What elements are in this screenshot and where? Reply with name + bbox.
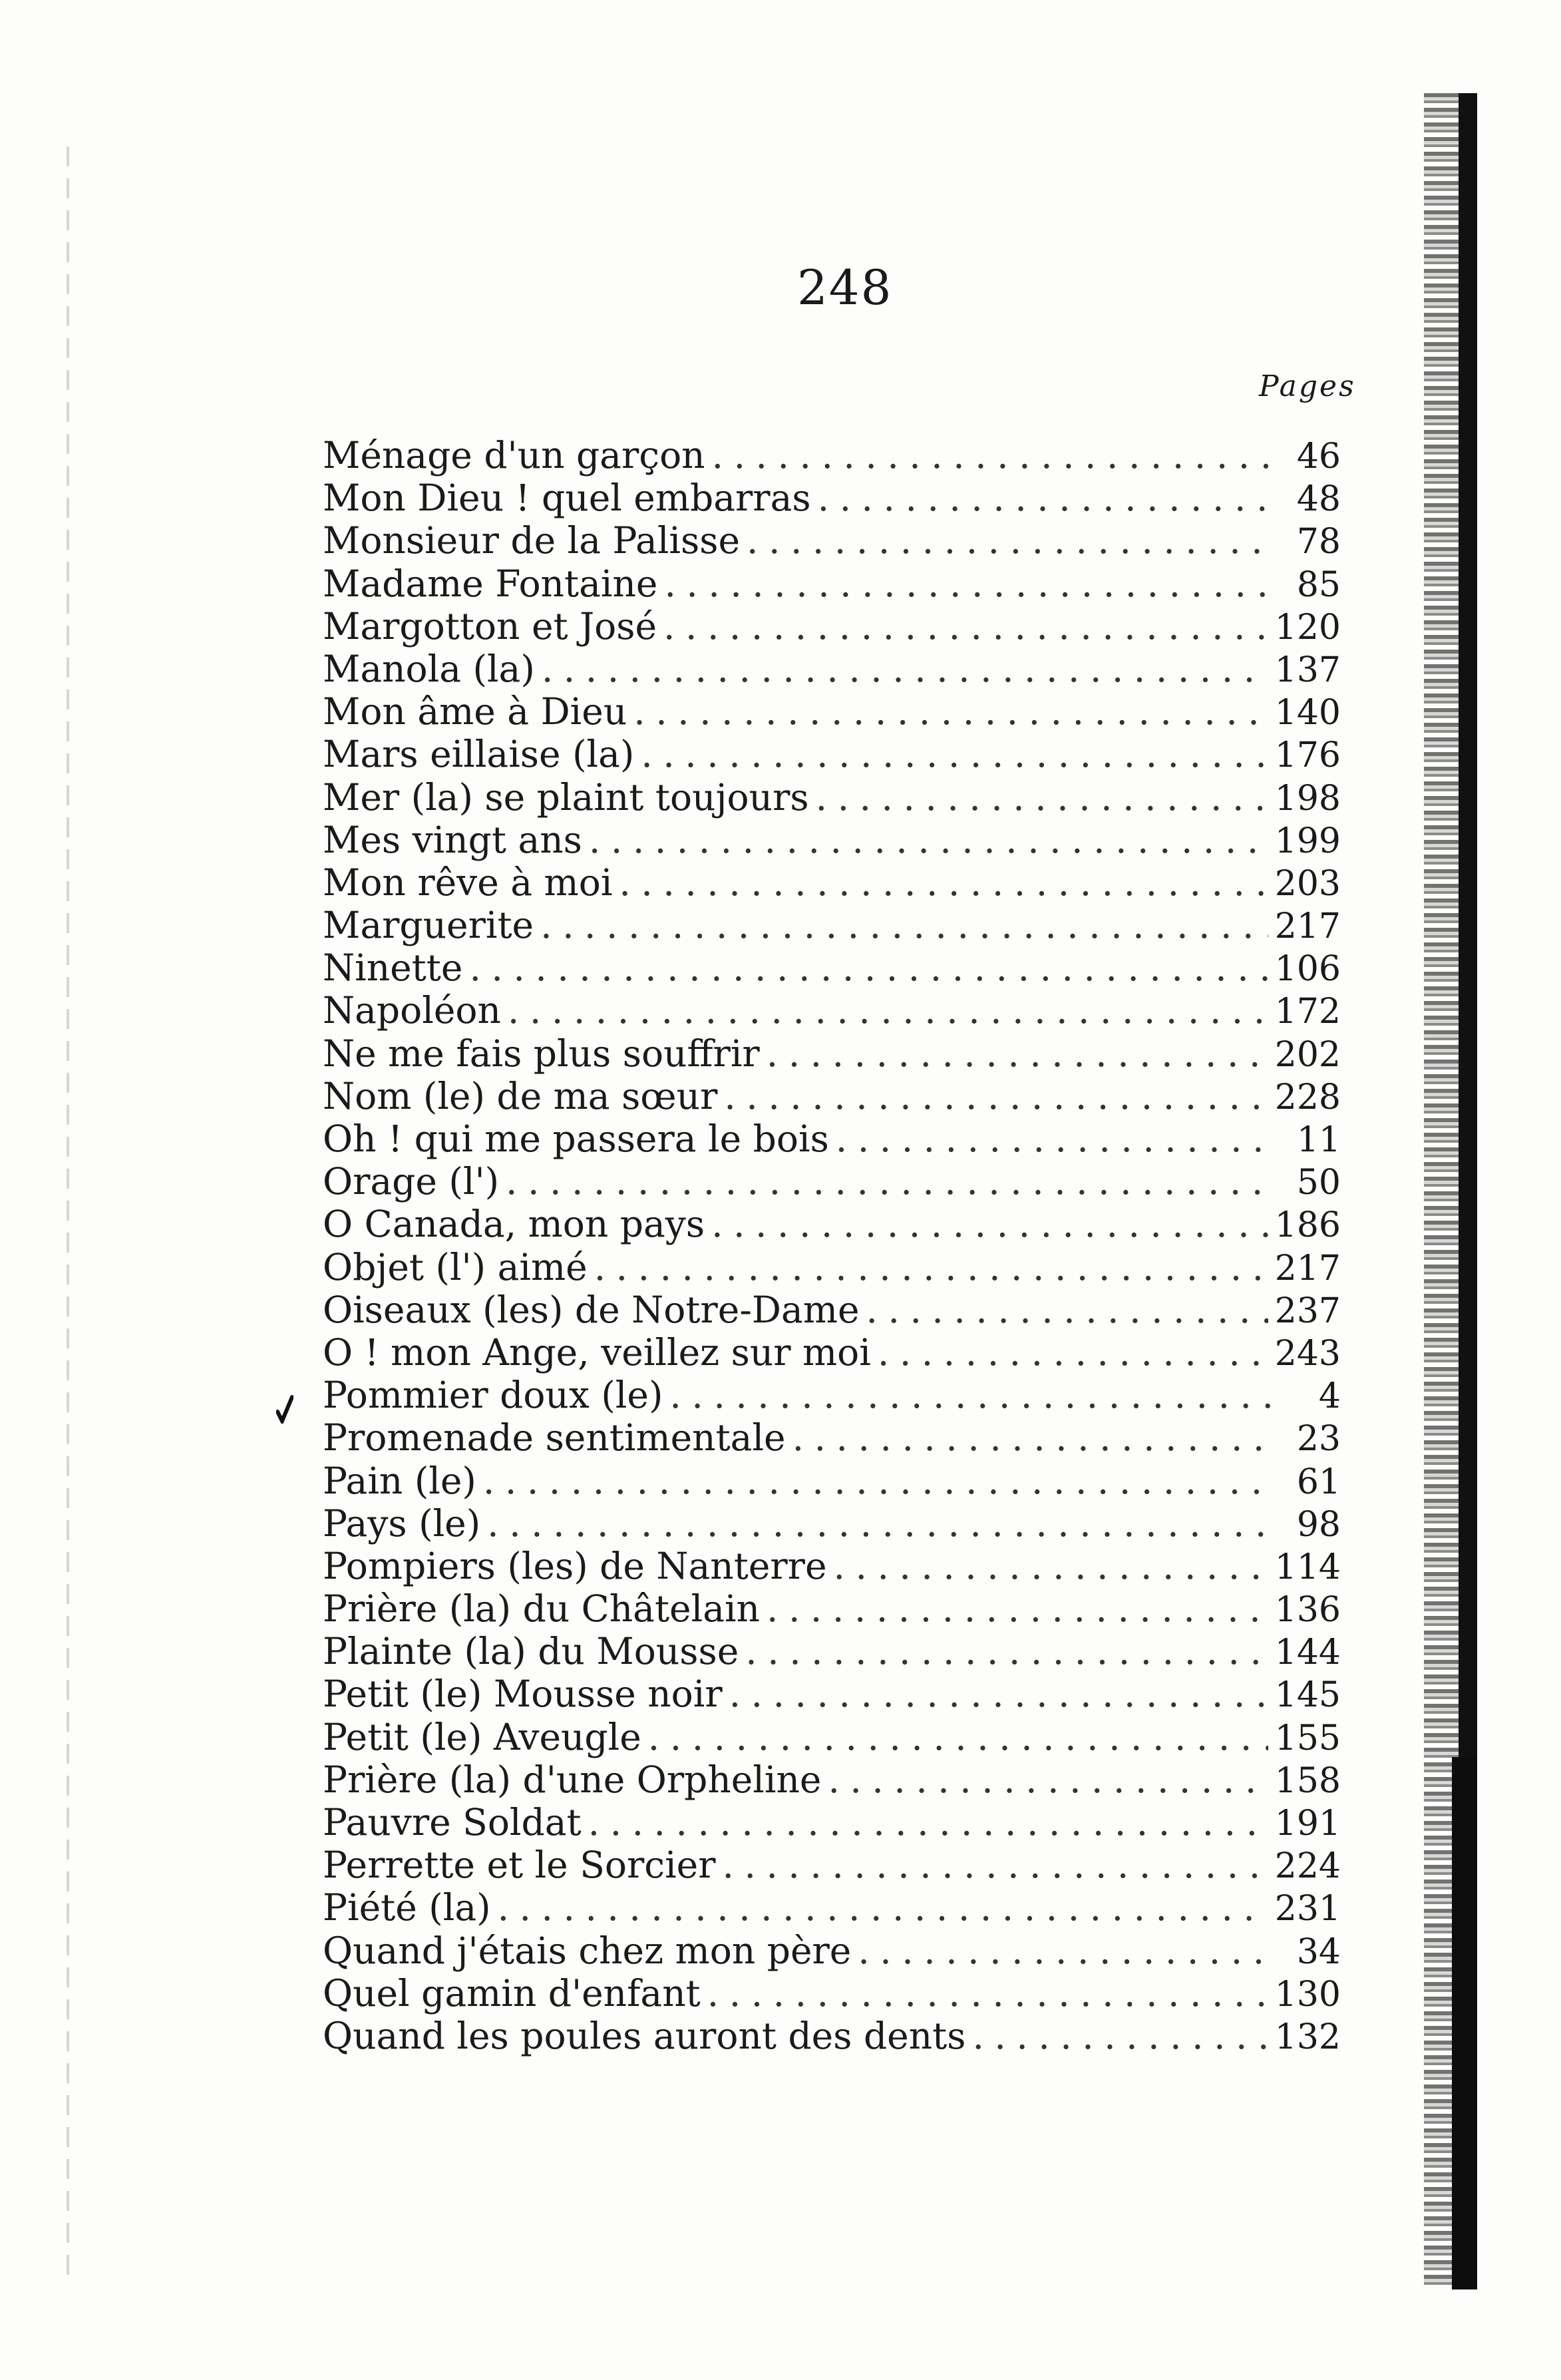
toc-entry — [323, 1886, 1341, 1929]
toc-entry — [323, 946, 1341, 989]
toc-entry-title: Margotton et José — [323, 604, 657, 648]
toc-entry — [323, 1160, 1341, 1203]
toc-entry-page: 132 — [1274, 2017, 1341, 2057]
dot-leader — [818, 477, 1274, 519]
dot-leader — [469, 946, 1268, 989]
dot-leader — [723, 1844, 1268, 1886]
toc-entry — [323, 1117, 1341, 1160]
toc-entry-title: Pain (le) — [323, 1459, 476, 1502]
toc-entry-title: Mes vingt ans — [323, 818, 582, 861]
toc-entry — [323, 1502, 1341, 1545]
toc-entry-page: 217 — [1274, 1248, 1341, 1289]
dot-leader — [767, 1032, 1268, 1075]
dot-leader — [711, 1203, 1268, 1245]
toc-entry-title: Petit (le) Aveugle — [323, 1715, 641, 1758]
toc-entry-title: Ne me fais plus souffrir — [323, 1032, 760, 1075]
toc-entry — [323, 605, 1341, 648]
dot-leader — [878, 1331, 1268, 1374]
toc-entry-title: Quand j'étais chez mon père — [323, 1929, 852, 1972]
toc-entry-page: 106 — [1274, 949, 1341, 990]
dot-leader — [712, 434, 1274, 477]
toc-entry — [323, 1630, 1341, 1673]
toc-entry — [323, 776, 1341, 819]
toc-entry-page: 158 — [1274, 1760, 1341, 1801]
toc-entry-page: 176 — [1274, 735, 1341, 776]
toc-entry-page: 144 — [1274, 1633, 1341, 1673]
toc-entry — [323, 648, 1341, 690]
toc-entry-title: Mon âme à Dieu — [323, 690, 627, 733]
toc-entry-page: 191 — [1274, 1804, 1341, 1844]
toc-entry-title: Objet (l') aimé — [323, 1245, 588, 1289]
toc-entry-page: 34 — [1296, 1931, 1341, 1972]
toc-entry-page: 228 — [1274, 1077, 1341, 1117]
scan-margin-noise — [67, 146, 69, 2276]
toc-entry-page: 4 — [1318, 1376, 1341, 1417]
toc-entry-page: 203 — [1274, 863, 1341, 904]
dot-leader — [707, 1972, 1268, 2015]
toc-entry-title: Oiseaux (les) de Notre-Dame — [323, 1288, 860, 1331]
toc-entry-page: 198 — [1274, 778, 1341, 819]
toc-entry — [323, 1844, 1341, 1886]
dot-leader — [972, 2015, 1268, 2057]
dot-leader — [816, 776, 1268, 819]
toc-entry — [323, 1673, 1341, 1715]
dot-leader — [594, 1246, 1268, 1289]
dot-leader — [834, 1545, 1268, 1587]
dot-leader — [542, 648, 1268, 690]
toc-entry-title: Piété (la) — [323, 1886, 491, 1929]
dot-leader — [724, 1075, 1268, 1117]
toc-entry-page: 186 — [1274, 1205, 1341, 1246]
toc-entry-title: Ninette — [323, 946, 463, 990]
toc-entry-title: Mars eillaise (la) — [323, 733, 635, 776]
toc-entry-title: Prière (la) d'une Orpheline — [323, 1758, 822, 1801]
toc-entry-page: 137 — [1274, 650, 1341, 690]
dot-leader — [506, 1160, 1274, 1203]
toc-entry — [323, 1075, 1341, 1117]
toc-entry-page: 61 — [1296, 1462, 1341, 1502]
dot-leader — [858, 1929, 1274, 1972]
dot-leader — [487, 1502, 1274, 1545]
dot-leader — [836, 1117, 1274, 1160]
toc-entry — [323, 1331, 1341, 1374]
toc-entry-title: Ménage d'un garçon — [323, 434, 705, 477]
toc-entry — [323, 1246, 1341, 1289]
toc-entry-page: 114 — [1274, 1547, 1341, 1587]
page-number: 248 — [797, 260, 893, 315]
toc-entry-title: Mer (la) se plaint toujours — [323, 775, 809, 819]
toc-entry-page: 145 — [1274, 1675, 1341, 1716]
toc-entry-title: Plainte (la) du Mousse — [323, 1630, 739, 1673]
table-of-contents — [323, 434, 1341, 2057]
toc-entry-title: Prière (la) du Châtelain — [323, 1587, 760, 1631]
toc-entry-page: 136 — [1274, 1590, 1341, 1631]
toc-entry — [323, 1587, 1341, 1630]
dot-leader — [498, 1886, 1268, 1929]
check-mark-icon — [276, 1394, 293, 1424]
toc-entry-title: Manola (la) — [323, 647, 535, 690]
toc-entry — [323, 819, 1341, 861]
toc-entry-title: Madame Fontaine — [323, 562, 658, 605]
dot-leader — [792, 1416, 1274, 1459]
toc-entry-title: Quel gamin d'enfant — [323, 1971, 701, 2015]
toc-entry-title: Perrette et le Sorcier — [323, 1844, 716, 1887]
toc-entry — [323, 989, 1341, 1032]
toc-entry-page: 98 — [1296, 1504, 1341, 1545]
toc-entry — [323, 1032, 1341, 1075]
toc-entry-page: 172 — [1274, 992, 1341, 1032]
toc-entry-page: 11 — [1296, 1120, 1341, 1160]
toc-entry — [323, 1716, 1341, 1758]
toc-entry-page: 46 — [1296, 437, 1341, 477]
dot-leader — [648, 1716, 1268, 1758]
dot-leader — [588, 1801, 1268, 1844]
toc-entry — [323, 1203, 1341, 1245]
toc-entry — [323, 477, 1341, 519]
toc-entry-title: Pompiers (les) de Nanterre — [323, 1544, 827, 1587]
toc-entry-page: 231 — [1274, 1889, 1341, 1929]
dot-leader — [664, 562, 1274, 605]
toc-entry — [323, 1416, 1341, 1459]
toc-entry-page: 155 — [1274, 1718, 1341, 1758]
toc-entry-page: 243 — [1274, 1333, 1341, 1374]
toc-entry — [323, 1929, 1341, 1972]
dot-leader — [828, 1758, 1268, 1801]
dot-leader — [747, 519, 1274, 562]
toc-entry — [323, 904, 1341, 946]
dot-leader — [767, 1587, 1268, 1630]
dot-leader — [641, 733, 1268, 775]
toc-entry — [323, 1972, 1341, 2015]
toc-entry-title: O Canada, mon pays — [323, 1203, 705, 1246]
toc-entry-page: 224 — [1274, 1846, 1341, 1887]
dot-leader — [866, 1289, 1268, 1331]
toc-entry — [323, 434, 1341, 477]
dot-leader — [483, 1460, 1274, 1502]
dot-leader — [663, 605, 1268, 648]
dot-leader — [508, 989, 1268, 1032]
toc-entry-title: Marguerite — [323, 904, 534, 947]
toc-entry-page: 237 — [1274, 1290, 1341, 1331]
toc-entry-page: 48 — [1296, 479, 1341, 520]
toc-entry — [323, 733, 1341, 775]
toc-entry-page: 217 — [1274, 906, 1341, 947]
toc-entry — [323, 519, 1341, 562]
toc-entry-title: Pays (le) — [323, 1501, 481, 1545]
toc-entry-title: Monsieur de la Palisse — [323, 519, 741, 562]
toc-entry-title: Napoléon — [323, 989, 501, 1032]
toc-entry — [323, 1374, 1341, 1416]
toc-entry — [323, 1801, 1341, 1844]
toc-entry-page: 202 — [1274, 1034, 1341, 1075]
toc-entry-title: Pommier doux (le) — [323, 1374, 663, 1417]
toc-entry — [323, 1758, 1341, 1801]
pages-column-header: Pages — [1259, 369, 1356, 403]
toc-entry-page: 78 — [1296, 522, 1341, 562]
toc-entry-title: Petit (le) Mousse noir — [323, 1673, 723, 1716]
toc-entry — [323, 861, 1341, 904]
toc-entry-title: Pauvre Soldat — [323, 1801, 582, 1844]
toc-entry-page: 85 — [1296, 564, 1341, 605]
book-spine-shadow — [1452, 1757, 1477, 2289]
toc-entry-page: 140 — [1274, 693, 1341, 733]
toc-entry — [323, 1460, 1341, 1502]
dot-leader — [745, 1630, 1268, 1673]
dot-leader — [633, 690, 1268, 733]
toc-entry-page: 50 — [1296, 1163, 1341, 1203]
toc-entry-page: 130 — [1274, 1974, 1341, 2015]
toc-entry-title: Nom (le) de ma sœur — [323, 1074, 718, 1117]
toc-entry-title: Mon rêve à moi — [323, 861, 613, 904]
toc-entry-page: 199 — [1274, 821, 1341, 861]
toc-entry-page: 120 — [1274, 607, 1341, 648]
toc-entry — [323, 2015, 1341, 2057]
dot-leader — [619, 861, 1268, 904]
toc-entry — [323, 690, 1341, 733]
toc-entry-title: Promenade sentimentale — [323, 1416, 786, 1460]
toc-entry-title: Mon Dieu ! quel embarras — [323, 477, 811, 520]
toc-entry-title: Orage (l') — [323, 1160, 500, 1203]
toc-entry — [323, 562, 1341, 605]
toc-entry — [323, 1545, 1341, 1587]
toc-entry-title: Quand les poules auront des dents — [323, 2014, 966, 2057]
dot-leader — [669, 1374, 1274, 1416]
dot-leader — [729, 1673, 1268, 1715]
toc-entry-title: O ! mon Ange, veillez sur moi — [323, 1330, 871, 1374]
dot-leader — [540, 904, 1268, 946]
dot-leader — [589, 819, 1268, 861]
toc-entry-title: Oh ! qui me passera le bois — [323, 1117, 829, 1160]
toc-entry-page: 23 — [1296, 1419, 1341, 1460]
toc-entry — [323, 1289, 1341, 1331]
